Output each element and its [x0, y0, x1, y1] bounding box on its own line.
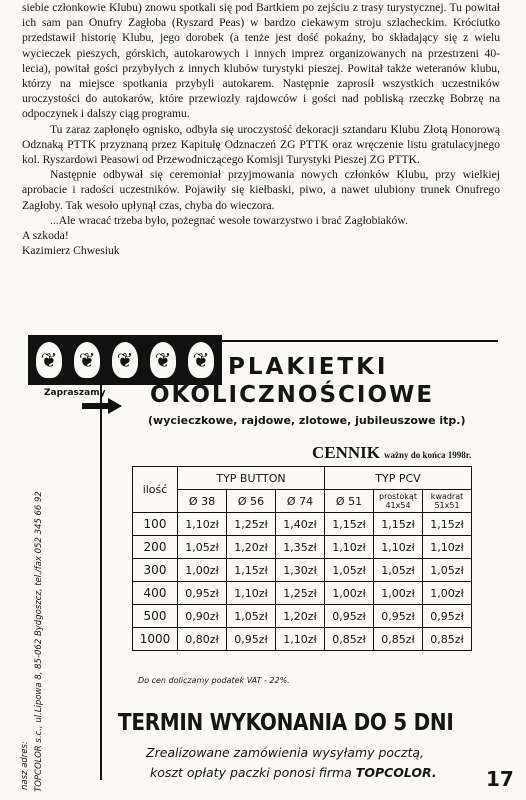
price-cell: 1,10zł [276, 628, 325, 651]
price-cell: 1,10zł [423, 536, 472, 559]
price-cell: 1,10zł [374, 536, 423, 559]
table-row [133, 559, 472, 582]
price-cell: 1,05zł [178, 536, 227, 559]
price-cell: 0,85zł [374, 628, 423, 651]
price-cell: 1,10zł [227, 582, 276, 605]
qty-cell: 500 [133, 605, 178, 628]
price-cell: 1,25zł [227, 513, 276, 536]
ornament-icon: ❦ [36, 342, 62, 378]
col-header: Ø 38 [178, 490, 227, 513]
qty-cell: 300 [133, 559, 178, 582]
price-cell: 0,85zł [423, 628, 472, 651]
price-cell: 1,05zł [325, 559, 374, 582]
price-cell: 1,05zł [374, 559, 423, 582]
price-cell: 1,10zł [325, 536, 374, 559]
article-paragraph-1: siebie członkowie Klubu) znowu spotkali się pod Bartkiem po zejściu z trasy turystycznej. Tu powitał ich sam pan Onufry Zagłoba (Ryszard Peas) w bardzo ciekawym stroju szlacheckim. Króciutko przedstawił historię Klubu, jego dorobek (a tenże jest dość pokaźny, bo składający się z wielu wycieczek pieszych, górskich, autokarowych i innych imprez organizowanych na przestrzeni 40-lecia), powitał gości przybyłych z innych klubów turystyki pieszej. Powitał także weteranów klubu, którzy na miejsce spotkania przybyli autokarem. Następnie zaprosił wszystkich uczestników uroczystości do autokarów, które przewiozły rajdowców i gości nad pobliską rzeczkę Bobrzę na odpoczynek i dalszy ciąg programu. [22, 1, 500, 121]
price-cell: 1,20zł [276, 605, 325, 628]
col-header: Ø 56 [227, 490, 276, 513]
price-cell: 1,15zł [227, 559, 276, 582]
ad-title-line2: OKOLICZNOŚCIOWE [150, 382, 435, 408]
article-author: Kazimierz Chwesiuk [22, 244, 120, 258]
qty-cell: 400 [133, 582, 178, 605]
table-column-header [133, 490, 472, 513]
article-paragraph-4: ...Ale wracać trzeba było, pożegnać wesołe towarzystwo i brać Zagłobiaków. [50, 213, 408, 227]
page-number: 17 [486, 767, 514, 791]
price-cell: 1,30zł [276, 559, 325, 582]
table-row [133, 536, 472, 559]
qty-cell: 1000 [133, 628, 178, 651]
col-header: Ø 74 [276, 490, 325, 513]
shipping-note-line1: Zrealizowane zamówienia wysyłamy pocztą, [146, 745, 425, 760]
price-list-heading [312, 443, 471, 463]
group-button-header: TYP BUTTON [178, 467, 325, 490]
price-cell: 0,95zł [423, 605, 472, 628]
ornament-icon: ❦ [74, 342, 100, 378]
tax-note: Do cen doliczamy podatek VAT - 22%. [138, 676, 290, 685]
price-cell: 1,00zł [178, 559, 227, 582]
price-cell: 1,15zł [423, 513, 472, 536]
arrow-right-icon [82, 398, 122, 414]
price-cell: 1,20zł [227, 536, 276, 559]
article-paragraph-3: Następnie odbywał się ceremoniał przyjmowania nowych członków Klubu, przy wielkiej aprobacie i radości uczestników. Pojawiły się kiełbaski, piwo, a nawet ulubiony trunek Onufrego Zagłoby. Tak wesoło upłynął czas, chyba do wieczora. [22, 168, 500, 212]
price-cell: 1,00zł [325, 582, 374, 605]
table-row [133, 605, 472, 628]
group-pcv-header: TYP PCV [325, 467, 472, 490]
company-address: TOPCOLOR s.c., ul.Lipowa 8, 85-062 Bydgoszcz, tel./fax 052 345 66 92 [34, 491, 44, 792]
price-cell: 0,95zł [227, 628, 276, 651]
shipping-note-text: koszt opłaty paczki ponosi firma [150, 765, 356, 780]
table-row [133, 513, 472, 536]
price-cell: 0,95zł [178, 582, 227, 605]
price-cell: 0,95zł [374, 605, 423, 628]
price-cell: 0,80zł [178, 628, 227, 651]
ornament-icon: ❦ [150, 342, 176, 378]
price-cell: 1,40zł [276, 513, 325, 536]
price-cell: 1,35zł [276, 536, 325, 559]
price-cell: 0,95zł [325, 605, 374, 628]
col-header: kwadrat 51x51 [423, 490, 472, 513]
ad-invite: Zapraszamy [44, 388, 106, 398]
price-cell: 1,00zł [374, 582, 423, 605]
price-cell: 1,00zł [423, 582, 472, 605]
ornament-icon: ❦ [188, 342, 214, 378]
table-row [133, 628, 472, 651]
price-list-title: CENNIK [312, 443, 381, 462]
article [22, 0, 500, 258]
ad-subtitle: (wycieczkowe, rajdowe, zlotowe, jubileuszowe itp.) [148, 414, 466, 427]
ad-title-line1: PLAKIETKI [228, 354, 389, 380]
price-list-validity: ważny do końca 1998r. [384, 450, 472, 460]
article-closing: A szkoda! [22, 229, 69, 243]
col-qty-header: ilość [133, 467, 178, 513]
col-header: prostokąt 41x54 [374, 490, 423, 513]
price-cell: 1,15zł [325, 513, 374, 536]
col-header: Ø 51 [325, 490, 374, 513]
qty-cell: 200 [133, 536, 178, 559]
price-cell: 1,05zł [423, 559, 472, 582]
shipping-note-line2 [150, 765, 437, 780]
qty-cell: 100 [133, 513, 178, 536]
price-table [132, 466, 472, 651]
address-label: nasz adres: [20, 741, 30, 790]
table-group-header [133, 467, 472, 490]
price-cell: 1,25zł [276, 582, 325, 605]
price-cell: 1,05zł [227, 605, 276, 628]
ornament-icon: ❦ [112, 342, 138, 378]
delivery-time-banner: TERMIN WYKONANIA DO 5 DNI [118, 708, 454, 736]
price-cell: 1,15zł [374, 513, 423, 536]
article-paragraph-2: Tu zaraz zapłonęło ognisko, odbyła się uroczystość dekoracji sztandaru Klubu Złotą Honorową Odznaką PTTK przyznaną przez Kapitułę Odznaczeń ZG PTTK oraz wręczenie listu gratulacyjnego kol. Ryszardowi Peasowi od Przewodniczącego Komisji Turystyki Pieszej ZG PTTK. [22, 122, 500, 167]
price-cell: 0,90zł [178, 605, 227, 628]
price-cell: 0,85zł [325, 628, 374, 651]
price-cell: 1,10zł [178, 513, 227, 536]
table-row [133, 582, 472, 605]
brand-name: TOPCOLOR. [355, 765, 437, 780]
